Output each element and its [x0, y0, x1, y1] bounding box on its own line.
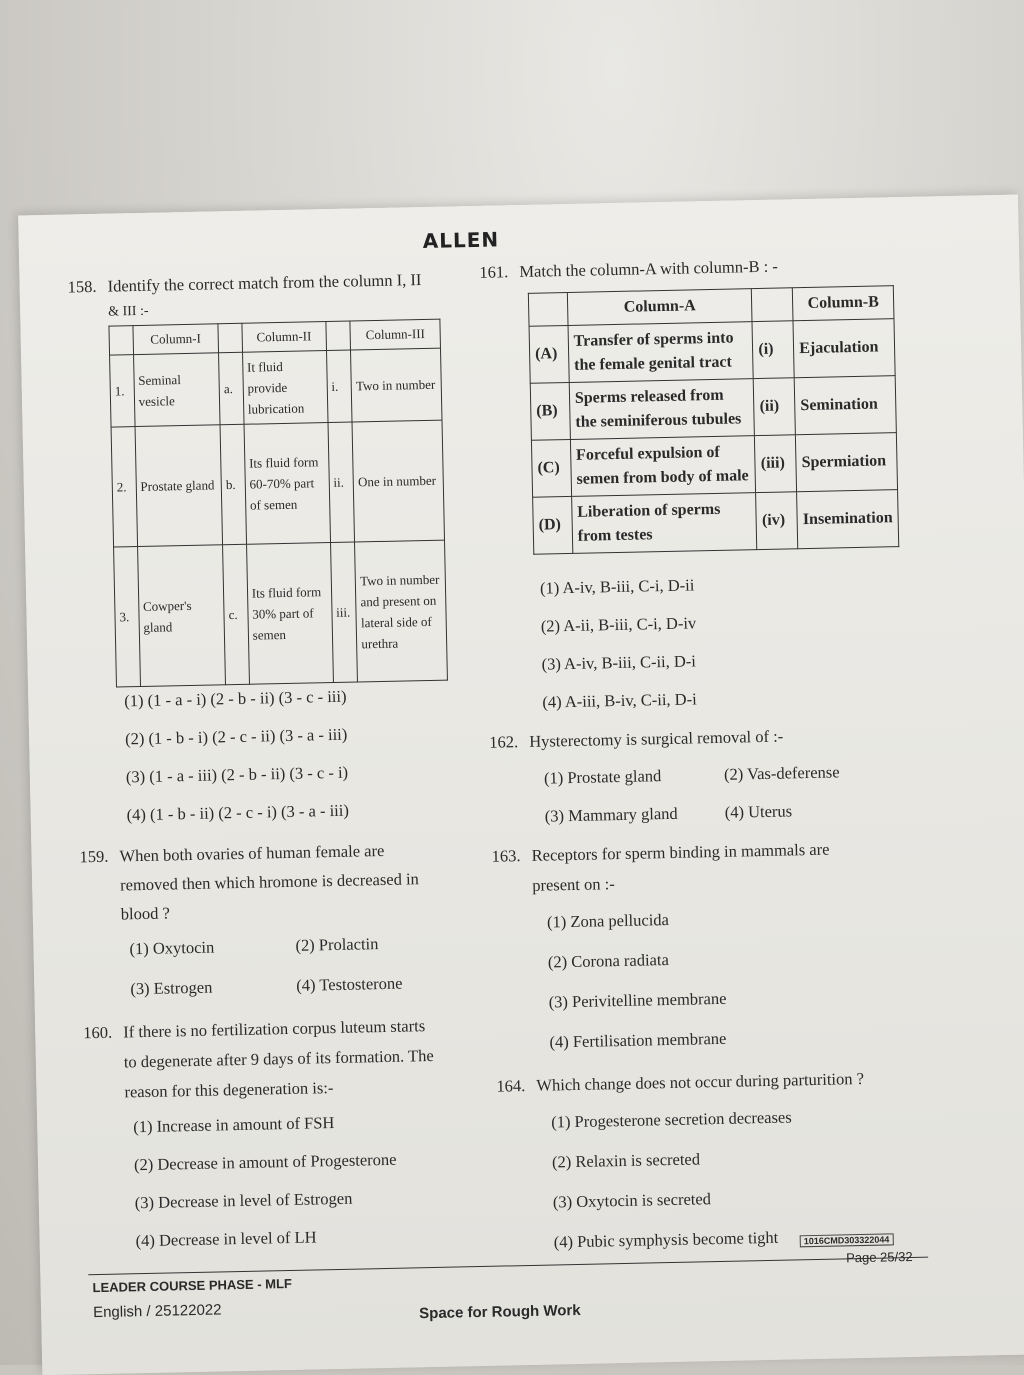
row-key: (C) [531, 439, 571, 497]
q159-option-4[interactable]: (4) Testosterone [296, 973, 403, 995]
table-row [533, 490, 899, 555]
question-164 [496, 1064, 864, 1101]
column-3-cell: Two in number and present on lateral side of urethra [355, 540, 448, 682]
footer-page-number: Page 25/32 [845, 1248, 913, 1266]
row-number: 1. [110, 355, 135, 427]
q161-header-col-b: Column-B [792, 286, 893, 321]
q163-option-2[interactable]: (2) Corona radiata [547, 950, 669, 972]
q159-option-1[interactable]: (1) Oxytocin [129, 937, 215, 959]
table-row [114, 540, 448, 687]
table-row [530, 376, 896, 441]
column-2-cell: Its fluid form 30% part of semen [246, 543, 333, 685]
q161-text: Match the column-A with column-B : - [519, 256, 779, 281]
table-row [529, 319, 895, 384]
q159-text-2: removed then which hromone is decreased in [119, 869, 420, 895]
q164-text: Which change does not occur during parturition ? [536, 1068, 865, 1095]
q162-option-3[interactable]: (3) Mammary gland [544, 803, 678, 826]
footer-paper-code: 1016CMD303322044 [800, 1233, 894, 1247]
q160-text-3: reason for this degeneration is:- [124, 1078, 334, 1102]
column-1-cell: Seminal vesicle [133, 353, 220, 427]
q159-option-3[interactable]: (3) Estrogen [130, 977, 213, 999]
q160-text: If there is no fertilization corpus luteum starts [123, 1016, 426, 1042]
question-163 [491, 835, 829, 871]
row-roman: iii. [330, 542, 358, 682]
column-a-cell: Liberation of sperms from testes [571, 493, 757, 554]
exam-page [18, 195, 1024, 1375]
q160-option-2[interactable]: (2) Decrease in amount of Progesterone [133, 1149, 397, 1175]
row-key: (B) [530, 382, 570, 440]
column-a-cell: Forceful expulsion of semen from body of male [570, 436, 756, 497]
row-key: (D) [533, 496, 573, 554]
q163-option-1[interactable]: (1) Zona pellucida [546, 909, 670, 932]
q161-option-4[interactable]: (4) A-iii, B-iv, C-ii, D-i [542, 689, 697, 712]
row-letter: c. [223, 544, 250, 684]
column-a-cell: Transfer of sperms into the female genital tract [568, 322, 754, 383]
q163-option-3[interactable]: (3) Perivitelline membrane [548, 988, 727, 1012]
q161-option-2[interactable]: (2) A-ii, B-iii, C-i, D-iv [540, 613, 697, 636]
q160-option-4[interactable]: (4) Decrease in level of LH [135, 1227, 317, 1251]
allen-logo: ALLEN [422, 227, 500, 254]
column-b-cell: Insemination [797, 490, 899, 549]
row-roman: (iv) [756, 492, 798, 550]
q164-number: 164. [496, 1076, 526, 1096]
q158-number: 158. [67, 276, 97, 297]
q158-option-1[interactable]: (1) (1 - a - i) (2 - b - ii) (3 - c - iii) [124, 686, 347, 711]
q162-option-4[interactable]: (4) Uterus [724, 801, 793, 822]
q162-number: 162. [489, 732, 519, 752]
row-roman: i. [326, 350, 352, 422]
question-161 [479, 252, 778, 287]
q162-text: Hysterectomy is surgical removal of :- [529, 726, 784, 751]
q164-option-1[interactable]: (1) Progesterone secretion decreases [551, 1107, 792, 1132]
q164-option-3[interactable]: (3) Oxytocin is secreted [552, 1189, 712, 1212]
column-a-cell: Sperms released from the seminiferous tubules [569, 379, 755, 440]
row-roman: (i) [752, 321, 794, 379]
q159-option-2[interactable]: (2) Prolactin [295, 934, 379, 955]
q161-number: 161. [479, 262, 509, 282]
q161-header-col-a: Column-A [567, 289, 752, 326]
q161-match-table [528, 285, 899, 555]
row-letter: a. [219, 352, 244, 424]
footer-rough-work: Space for Rough Work [419, 1301, 581, 1323]
q159-text: When both ovaries of human female are [119, 840, 385, 866]
column-2-cell: Its fluid form 60-70% part of semen [244, 423, 330, 545]
row-roman: ii. [328, 422, 355, 542]
row-number: 3. [114, 547, 141, 687]
question-158 [67, 265, 421, 301]
question-162 [489, 722, 784, 757]
table-row [531, 433, 897, 498]
q158-header-col3: Column-III [350, 319, 440, 350]
q158-option-3[interactable]: (3) (1 - a - iii) (2 - b - ii) (3 - c - i) [125, 762, 349, 787]
column-b-cell: Ejaculation [793, 319, 895, 378]
table-row [110, 348, 442, 427]
q160-option-3[interactable]: (3) Decrease in level of Estrogen [134, 1188, 353, 1213]
column-2-cell: It fluid provide lubrication [242, 351, 327, 425]
q160-number: 160. [83, 1022, 113, 1043]
column-3-cell: Two in number [351, 348, 442, 422]
q161-option-3[interactable]: (3) A-iv, B-iii, C-ii, D-i [541, 651, 697, 674]
q162-option-2[interactable]: (2) Vas-deferense [723, 762, 840, 784]
table-row [111, 420, 444, 547]
q158-header-col2: Column-II [242, 322, 327, 353]
column-1-cell: Cowper's gland [137, 545, 225, 687]
q164-option-4[interactable]: (4) Pubic symphysis become tight [553, 1227, 779, 1252]
row-letter: b. [220, 424, 246, 544]
q162-option-1[interactable]: (1) Prostate gland [543, 766, 662, 788]
q158-text-2: & III :- [107, 303, 149, 320]
column-b-cell: Semination [794, 376, 896, 435]
q163-number: 163. [491, 846, 521, 866]
q159-text-3: blood ? [120, 903, 170, 924]
footer-rule [88, 1257, 928, 1276]
q159-number: 159. [79, 846, 109, 867]
q160-option-1[interactable]: (1) Increase in amount of FSH [133, 1113, 335, 1137]
q164-option-2[interactable]: (2) Relaxin is secreted [551, 1149, 701, 1172]
q158-match-table [108, 319, 448, 688]
footer-course: LEADER COURSE PHASE - MLF [92, 1275, 293, 1296]
row-roman: (iii) [755, 435, 797, 493]
q163-text: Receptors for sperm binding in mammals are [531, 839, 830, 865]
q160-text-2: to degenerate after 9 days of its formation. The [123, 1045, 434, 1072]
column-b-cell: Spermiation [796, 433, 898, 492]
q158-header-col1: Column-I [133, 324, 219, 355]
q161-option-1[interactable]: (1) A-iv, B-iii, C-i, D-ii [539, 575, 695, 598]
q163-text-2: present on :- [532, 874, 615, 895]
q163-option-4[interactable]: (4) Fertilisation membrane [549, 1028, 727, 1052]
q158-option-4[interactable]: (4) (1 - b - ii) (2 - c - i) (3 - a - iii) [126, 800, 350, 825]
footer-language-date: English / 25122022 [92, 1301, 222, 1322]
column-1-cell: Prostate gland [135, 425, 223, 547]
q158-option-2[interactable]: (2) (1 - b - i) (2 - c - ii) (3 - a - iii) [124, 724, 348, 749]
row-roman: (ii) [754, 378, 796, 436]
row-number: 2. [111, 427, 137, 547]
column-3-cell: One in number [352, 420, 444, 542]
row-key: (A) [529, 325, 569, 383]
q158-text: Identify the correct match from the column I, II [107, 270, 422, 296]
